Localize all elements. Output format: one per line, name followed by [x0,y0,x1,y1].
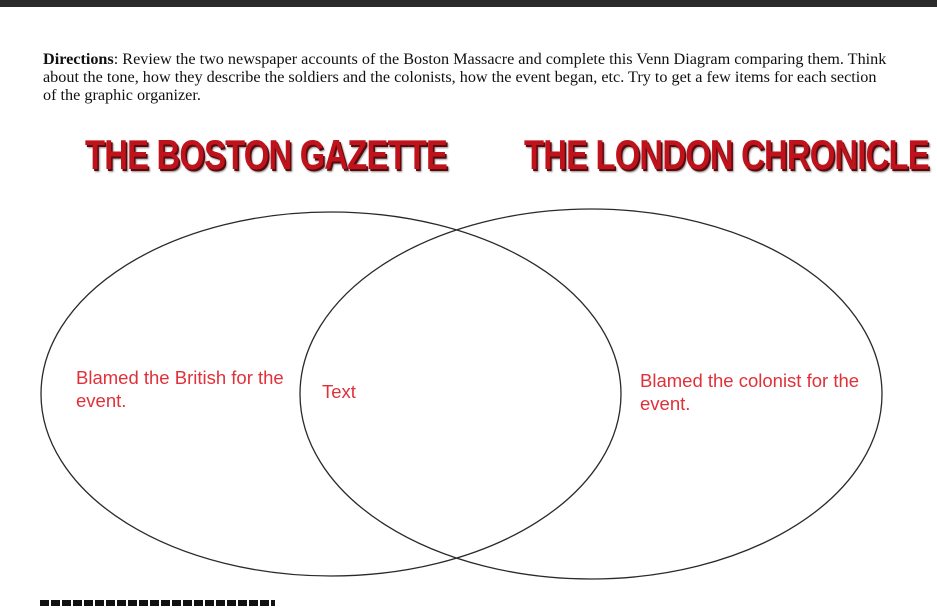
london-chronicle-banner: THE LONDON CHRONICLE [524,131,929,178]
boston-gazette-banner: THE BOSTON GAZETTE [85,131,448,178]
venn-left-text[interactable]: Blamed the British for the event. [76,367,284,411]
venn-middle-text[interactable]: Text [322,381,356,402]
directions-label: Directions [43,50,114,68]
directions-text: : Review the two newspaper accounts of the Boston Massacre and complete this Venn Diagram comparing them. Think about the tone, how they describe the soldiers and the colonists, how the event began, etc. Try to get a few items for each section of the graphic organizer. [43,50,887,104]
venn-right-text[interactable]: Blamed the colonist for the event. [640,370,860,414]
cut-off-heading [40,600,275,608]
